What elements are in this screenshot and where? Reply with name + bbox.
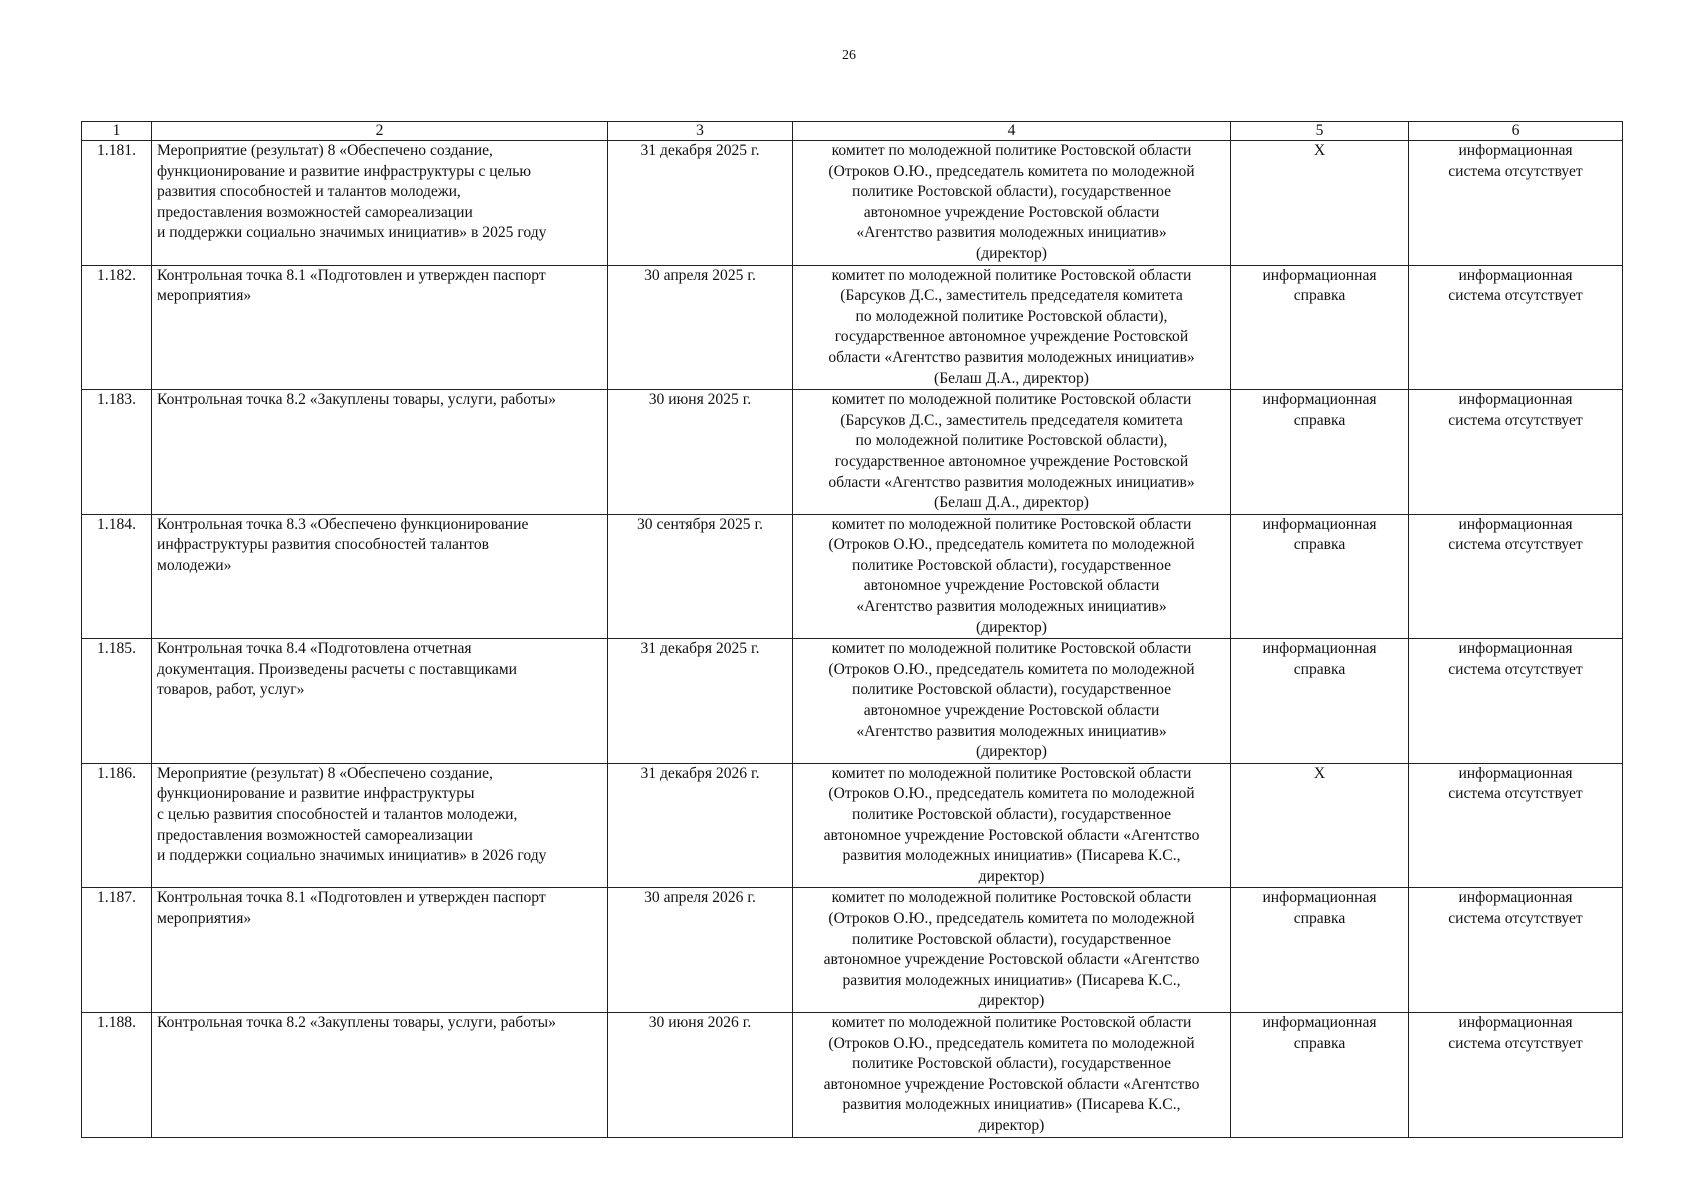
row-number-cell: 1.186. <box>82 763 152 888</box>
row-number-cell: 1.185. <box>82 639 152 764</box>
confirming-document-line: справка <box>1293 1034 1346 1052</box>
responsible-executor-cell <box>793 888 1231 1013</box>
responsible-executor-line: комитет по молодежной политике Ростовской области <box>831 266 1192 284</box>
information-system-line: система отсутствует <box>1448 785 1583 803</box>
confirming-document-line: справка <box>1293 660 1346 678</box>
information-system-cell <box>1409 141 1623 266</box>
event-name-line: предоставления возможностей самореализации <box>157 826 473 844</box>
responsible-executor-line: политике Ростовской области), государственное <box>851 556 1172 574</box>
header-cell-2: 2 <box>152 122 608 141</box>
responsible-executor-cell <box>793 514 1231 639</box>
information-system-line: система отсутствует <box>1448 536 1583 554</box>
deadline-date-cell: 30 сентября 2025 г. <box>608 514 793 639</box>
deadline-date-cell: 30 июня 2025 г. <box>608 390 793 515</box>
responsible-executor-line: политике Ростовской области), государственное <box>851 930 1172 948</box>
event-name-cell <box>152 141 608 266</box>
confirming-document-cell <box>1231 888 1409 1013</box>
event-name-line: инфраструктуры развития способностей талантов <box>157 536 490 554</box>
responsible-executor-line: государственное автономное учреждение Ростовской <box>834 452 1189 470</box>
responsible-executor-line: «Агентство развития молодежных инициатив» <box>856 224 1167 242</box>
event-name-cell <box>152 514 608 639</box>
row-number-cell: 1.183. <box>82 390 152 515</box>
header-cell-4: 4 <box>793 122 1231 141</box>
header-cell-3: 3 <box>608 122 793 141</box>
table-header-row <box>82 122 1623 141</box>
row-number-cell: 1.184. <box>82 514 152 639</box>
event-name-line: Контрольная точка 8.2 «Закуплены товары, услуги, работы» <box>157 1013 556 1031</box>
event-name-line: товаров, работ, услуг» <box>157 681 305 699</box>
information-system-line: информационная <box>1458 515 1573 533</box>
event-name-line: функционирование и развитие инфраструктуры <box>157 785 475 803</box>
responsible-executor-line: развития молодежных инициатив» (Писарева К.С., <box>842 847 1181 865</box>
responsible-executor-line: автономное учреждение Ростовской области <box>863 702 1160 720</box>
confirming-document-line: X <box>1313 142 1326 159</box>
responsible-executor-line: автономное учреждение Ростовской области <box>863 203 1160 221</box>
event-name-line: с целью развития способностей и талантов молодежи, <box>157 806 518 823</box>
information-system-line: информационная <box>1458 640 1573 658</box>
responsible-executor-line: (Отроков О.Ю., председатель комитета по молодежной <box>828 785 1195 803</box>
responsible-executor-line: по молодежной политике Ростовской области), <box>855 432 1168 450</box>
confirming-document-line: информационная <box>1262 889 1377 907</box>
responsible-executor-line: области «Агентство развития молодежных инициатив» <box>828 348 1195 366</box>
information-system-cell <box>1409 888 1623 1013</box>
event-name-line: молодежи» <box>157 556 232 574</box>
event-name-cell <box>152 639 608 764</box>
confirming-document-line: справка <box>1293 909 1346 927</box>
event-name-line: предоставления возможностей самореализации <box>157 203 473 221</box>
deadline-date-cell: 30 апреля 2026 г. <box>608 888 793 1013</box>
responsible-executor-line: развития молодежных инициатив» (Писарева К.С., <box>842 971 1181 989</box>
deadline-date-cell: 31 декабря 2026 г. <box>608 763 793 888</box>
responsible-executor-line: «Агентство развития молодежных инициатив» <box>856 722 1167 740</box>
deadline-date-cell: 31 декабря 2025 г. <box>608 141 793 266</box>
deadline-date-cell: 31 декабря 2025 г. <box>608 639 793 764</box>
event-name-line: мероприятия» <box>157 287 252 305</box>
confirming-document-cell <box>1231 639 1409 764</box>
responsible-executor-line: комитет по молодежной политике Ростовской области <box>831 640 1192 658</box>
confirming-document-line: справка <box>1293 287 1346 305</box>
responsible-executor-line: (директор) <box>976 618 1047 636</box>
responsible-executor-line: политике Ростовской области), государственное <box>851 681 1172 699</box>
responsible-executor-line: (Отроков О.Ю., председатель комитета по молодежной <box>828 1034 1195 1052</box>
confirming-document-line: справка <box>1293 411 1346 429</box>
responsible-executor-line: области «Агентство развития молодежных инициатив» <box>828 473 1195 491</box>
table-row <box>82 1012 1623 1137</box>
information-system-line: система отсутствует <box>1448 162 1583 180</box>
confirming-document-cell <box>1231 514 1409 639</box>
confirming-document-line: информационная <box>1262 1013 1377 1031</box>
confirming-document-line: информационная <box>1262 515 1377 533</box>
information-system-cell <box>1409 639 1623 764</box>
responsible-executor-line: политике Ростовской области), государственное <box>851 183 1172 201</box>
table-row <box>82 639 1623 764</box>
header-cell-5: 5 <box>1231 122 1409 141</box>
confirming-document-cell <box>1231 265 1409 390</box>
row-number-cell: 1.181. <box>82 141 152 266</box>
event-name-cell <box>152 1012 608 1137</box>
event-name-line: Мероприятие (результат) 8 «Обеспечено создание, <box>157 764 493 782</box>
information-system-line: система отсутствует <box>1448 909 1583 927</box>
information-system-line: информационная <box>1458 889 1573 907</box>
deadline-date-cell: 30 июня 2026 г. <box>608 1012 793 1137</box>
information-system-line: система отсутствует <box>1448 660 1583 678</box>
responsible-executor-line: политике Ростовской области), государственное <box>851 806 1172 823</box>
row-number-cell: 1.182. <box>82 265 152 390</box>
responsible-executor-line: комитет по молодежной политике Ростовской области <box>831 515 1192 533</box>
responsible-executor-line: комитет по молодежной политике Ростовской области <box>831 391 1192 409</box>
responsible-executor-cell <box>793 141 1231 266</box>
confirming-document-cell <box>1231 1012 1409 1137</box>
responsible-executor-line: (директор) <box>976 743 1047 761</box>
event-name-line: и поддержки социально значимых инициатив» в 2026 году <box>157 847 547 865</box>
responsible-executor-cell <box>793 763 1231 888</box>
responsible-executor-line: директор) <box>978 1116 1045 1134</box>
event-name-cell <box>152 265 608 390</box>
information-system-line: информационная <box>1458 142 1573 159</box>
confirming-document-line: информационная <box>1262 266 1377 284</box>
event-name-cell <box>152 390 608 515</box>
information-system-cell <box>1409 390 1623 515</box>
event-name-line: Контрольная точка 8.2 «Закуплены товары, услуги, работы» <box>157 391 556 409</box>
table-row <box>82 888 1623 1013</box>
responsible-executor-line: по молодежной политике Ростовской области), <box>855 307 1168 325</box>
header-cell-6: 6 <box>1409 122 1623 141</box>
event-name-line: документация. Произведены расчеты с поставщиками <box>157 660 517 678</box>
responsible-executor-line: директор) <box>978 867 1045 885</box>
header-cell-1: 1 <box>82 122 152 141</box>
responsible-executor-line: «Агентство развития молодежных инициатив» <box>856 598 1167 616</box>
event-name-line: Контрольная точка 8.1 «Подготовлен и утвержден паспорт <box>157 266 546 284</box>
event-name-line: Контрольная точка 8.4 «Подготовлена отчетная <box>157 640 472 658</box>
row-number-cell: 1.187. <box>82 888 152 1013</box>
information-system-line: информационная <box>1458 1013 1573 1031</box>
responsible-executor-line: (Отроков О.Ю., председатель комитета по молодежной <box>828 909 1195 927</box>
confirming-document-line: X <box>1313 764 1326 782</box>
responsible-executor-line: (Белаш Д.А., директор) <box>934 369 1089 387</box>
responsible-executor-cell <box>793 639 1231 764</box>
deadline-date-cell: 30 апреля 2025 г. <box>608 265 793 390</box>
responsible-executor-line: (Отроков О.Ю., председатель комитета по молодежной <box>828 162 1195 180</box>
responsible-executor-cell <box>793 265 1231 390</box>
row-number-cell: 1.188. <box>82 1012 152 1137</box>
event-name-line: мероприятия» <box>157 909 252 927</box>
responsible-executor-line: развития молодежных инициатив» (Писарева К.С., <box>842 1096 1181 1114</box>
responsible-executor-line: комитет по молодежной политике Ростовской области <box>831 889 1192 907</box>
event-name-line: развития способностей и талантов молодежи, <box>157 183 461 201</box>
confirming-document-line: информационная <box>1262 640 1377 658</box>
responsible-executor-line: государственное автономное учреждение Ростовской <box>834 328 1189 346</box>
confirming-document-cell <box>1231 763 1409 888</box>
event-name-cell <box>152 763 608 888</box>
information-system-line: информационная <box>1458 266 1573 284</box>
information-system-line: система отсутствует <box>1448 287 1583 305</box>
confirming-document-line: информационная <box>1262 391 1377 409</box>
implementation-plan-table <box>81 121 1623 1138</box>
information-system-cell <box>1409 514 1623 639</box>
event-name-line: и поддержки социально значимых инициатив» в 2025 году <box>157 224 547 242</box>
information-system-cell <box>1409 763 1623 888</box>
table-row <box>82 141 1623 266</box>
information-system-line: информационная <box>1458 764 1573 782</box>
event-name-cell <box>152 888 608 1013</box>
responsible-executor-cell <box>793 390 1231 515</box>
table-row <box>82 390 1623 515</box>
responsible-executor-line: комитет по молодежной политике Ростовской области <box>831 1013 1192 1031</box>
responsible-executor-line: комитет по молодежной политике Ростовской области <box>831 764 1192 782</box>
information-system-cell <box>1409 1012 1623 1137</box>
table-row <box>82 763 1623 888</box>
table-row <box>82 514 1623 639</box>
responsible-executor-line: политике Ростовской области), государственное <box>851 1055 1172 1073</box>
confirming-document-cell <box>1231 390 1409 515</box>
responsible-executor-line: (директор) <box>976 244 1047 262</box>
responsible-executor-line: (Барсуков Д.С., заместитель председателя комитета <box>840 287 1183 305</box>
responsible-executor-line: автономное учреждение Ростовской области «Агентство <box>823 1075 1200 1093</box>
responsible-executor-line: комитет по молодежной политике Ростовской области <box>831 142 1192 159</box>
responsible-executor-line: (Отроков О.Ю., председатель комитета по молодежной <box>828 660 1195 678</box>
event-name-line: Мероприятие (результат) 8 «Обеспечено создание, <box>157 142 493 159</box>
confirming-document-cell <box>1231 141 1409 266</box>
event-name-line: Контрольная точка 8.1 «Подготовлен и утвержден паспорт <box>157 889 546 907</box>
information-system-cell <box>1409 265 1623 390</box>
responsible-executor-cell <box>793 1012 1231 1137</box>
table-row <box>82 265 1623 390</box>
information-system-line: система отсутствует <box>1448 411 1583 429</box>
page-number: 26 <box>842 48 856 63</box>
responsible-executor-line: (Белаш Д.А., директор) <box>934 494 1089 512</box>
information-system-line: информационная <box>1458 391 1573 409</box>
responsible-executor-line: (Барсуков Д.С., заместитель председателя комитета <box>840 411 1183 429</box>
responsible-executor-line: (Отроков О.Ю., председатель комитета по молодежной <box>828 536 1195 554</box>
responsible-executor-line: автономное учреждение Ростовской области «Агентство <box>823 951 1200 969</box>
information-system-line: система отсутствует <box>1448 1034 1583 1052</box>
responsible-executor-line: автономное учреждение Ростовской области <box>863 577 1160 595</box>
confirming-document-line: справка <box>1293 536 1346 554</box>
event-name-line: функционирование и развитие инфраструктуры с целью <box>157 162 532 180</box>
responsible-executor-line: автономное учреждение Ростовской области «Агентство <box>823 826 1200 844</box>
event-name-line: Контрольная точка 8.3 «Обеспечено функционирование <box>157 515 529 533</box>
table-body <box>82 141 1623 1138</box>
responsible-executor-line: директор) <box>978 992 1045 1010</box>
